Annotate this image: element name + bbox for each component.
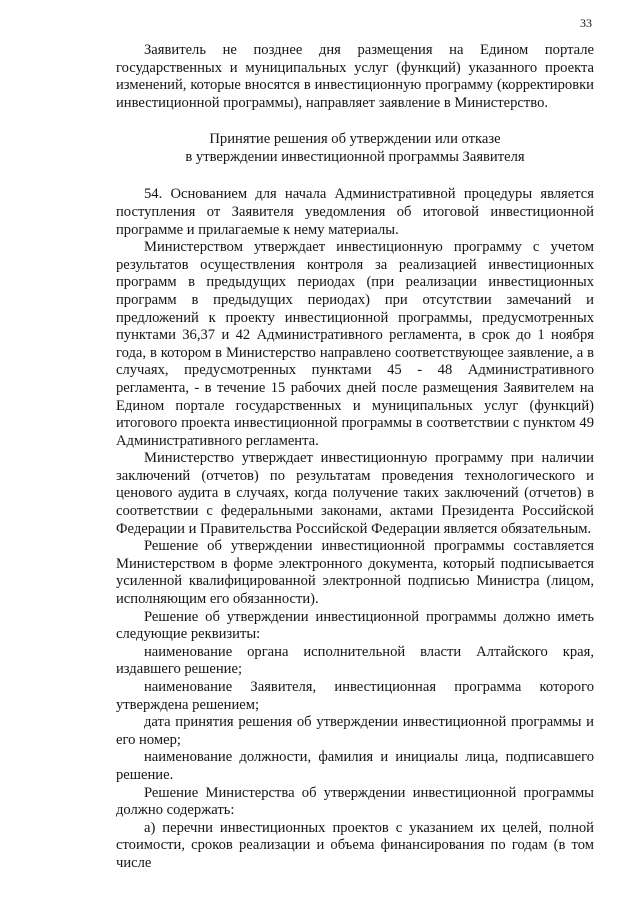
section-heading [116, 130, 594, 166]
paragraph-decision-content-intro: Решение Министерства об утверждении инвестиционной программы должно содержать: [116, 784, 594, 819]
intro-paragraph: Заявитель не позднее дня размещения на Едином портале государственных и муниципальных услуг (функций) указанного проекта изменений, которые вносятся в инвестиционную программу (корректировки инвестиционной программы), направляет заявление в Министерство. [116, 42, 594, 111]
section-heading-line-2: в утверждении инвестиционной программы Заявителя [185, 149, 525, 166]
paragraph-electronic-document: Решение об утверждении инвестиционной программы составляется Министерством в форме электронного документа, который подписывается усиленной квалифицированной электронной подписью Министра (лицом, исполняющим его обязанности). [116, 538, 594, 608]
paragraph-54-basis: 54. Основанием для начала Административной процедуры является поступления от Заявителя уведомления об итоговой инвестиционной программе и прилагаемые к нему материалы. [116, 186, 594, 238]
paragraph-audit-conclusions: Министерство утверждает инвестиционную программу при наличии заключений (отчетов) по результатам проведения технологического и ценового аудита в случаях, когда получение таких заключений (отчетов) в соответствии с федеральными законами, актами Президента Российской Федерации и Правительства Российской Федерации является обязательным. [116, 450, 594, 537]
section-heading-line-1: Принятие решения об утверждении или отказе [209, 131, 501, 148]
requisite-authority-name: наименование органа исполнительной власти Алтайского края, издавшего решение; [116, 643, 594, 678]
document-body [116, 42, 594, 873]
requisite-applicant-name: наименование Заявителя, инвестиционная программа которого утверждена решением; [116, 679, 594, 713]
requisite-signatory: наименование должности, фамилия и инициалы лица, подписавшего решение. [116, 749, 594, 783]
paragraph-requisites-intro: Решение об утверждении инвестиционной программы должно иметь следующие реквизиты: [116, 608, 594, 643]
paragraph-approval-terms: Министерством утверждает инвестиционную программу с учетом результатов осуществления контроля за реализацией инвестиционных программ в предыдущих периодах (при реализации инвестиционных программ в предыдущих периодах) при отсутствии замечаний и предложений к проекту инвестиционной программы, предусмотренных пунктами 36,37 и 42 Административного регламента, в срок до 1 ноября года, в котором в Министерство направлено соответствующее заявление, а в случаях, предусмотренных пунктами 45 - 48 Административного регламента, - в течение 15 рабочих дней после размещения Заявителем на Едином портале государственных и муниципальных услуг (функций) итогового проекта инвестиционной программы в соответствии с пунктом 49 Административного регламента. [116, 239, 594, 449]
item-a-project-lists: а) перечни инвестиционных проектов с указанием их целей, полной стоимости, сроков реализации и объема финансирования по годам (в том числе [116, 819, 594, 871]
page-number: 33 [580, 16, 592, 30]
requisite-decision-date: дата принятия решения об утверждении инвестиционной программы и его номер; [116, 714, 594, 748]
